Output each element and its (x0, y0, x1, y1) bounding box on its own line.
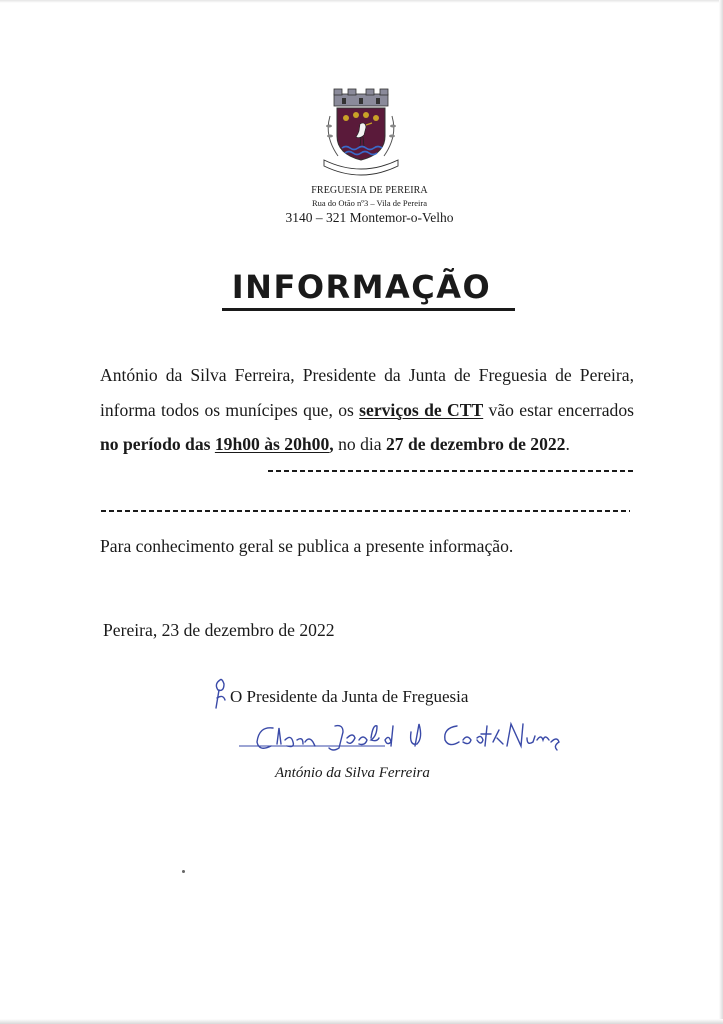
organization-postal-code: 3140 – 321 Montemor-o-Velho (285, 210, 454, 225)
body-intro: António da Silva Ferreira, Presidente da Junta de Freguesia de Pereira, informa todos os munícipes que, os (100, 365, 634, 420)
handwritten-signature (235, 720, 560, 770)
body-mid: vão estar encerrados (483, 399, 634, 420)
period-prefix: no período das (100, 434, 215, 454)
title-underline (222, 308, 515, 311)
organization-address: Rua do Otão nº3 – Vila de Pereira (311, 198, 428, 208)
time-range: 19h00 às 20h00 (214, 434, 330, 454)
place-and-date: Pereira, 23 de dezembro de 2022 (103, 620, 335, 640)
body-end: . (565, 434, 570, 454)
notice-body (100, 358, 634, 462)
signer-name: António da Silva Ferreira (275, 765, 430, 781)
day-prefix: no dia (333, 434, 386, 454)
page-edge (719, 0, 723, 1024)
closure-date: 27 de dezembro de 2022 (385, 434, 566, 454)
dash-filler-line (101, 510, 630, 512)
scan-speck (182, 870, 185, 873)
closing-statement: Para conhecimento geral se publica a presente informação. (100, 536, 514, 556)
page-edge (0, 0, 723, 3)
time-comma: , (329, 434, 334, 454)
coat-of-arms-logo (316, 86, 406, 178)
document-title: INFORMAÇÃO (231, 268, 492, 306)
organization-name: FREGUESIA DE PEREIRA (311, 185, 428, 196)
service-name: serviços de CTT (359, 399, 484, 420)
dash-filler-line (268, 470, 634, 472)
signer-role: O Presidente da Junta de Freguesia (230, 687, 469, 706)
page-edge (0, 1019, 723, 1024)
